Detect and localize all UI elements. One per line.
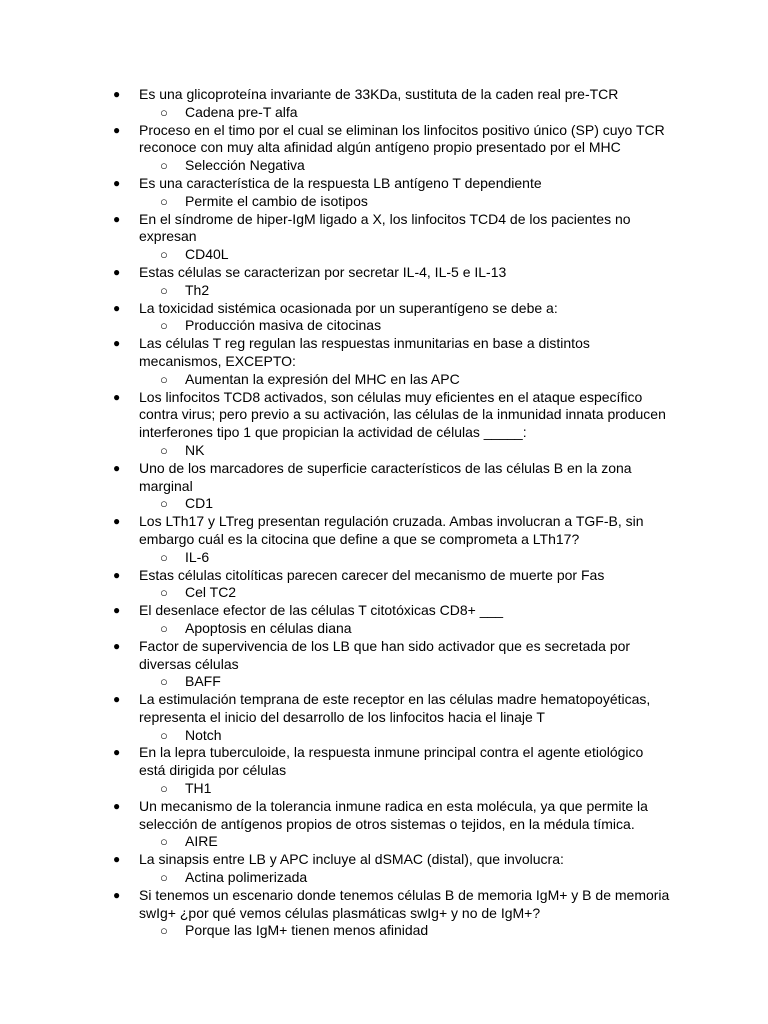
question-7 <box>0 335 768 371</box>
hollow-bullet-icon: ○ <box>160 781 168 797</box>
answer-text: CD1 <box>185 495 214 512</box>
hollow-bullet-icon: ○ <box>160 923 168 939</box>
answer-text: BAFF <box>185 673 221 690</box>
answer-text: Th2 <box>185 281 210 298</box>
answer-16 <box>0 833 768 851</box>
filled-bullet-icon: ● <box>113 798 121 813</box>
filled-bullet-icon: ● <box>113 887 121 902</box>
document-page <box>0 86 768 940</box>
answer-text: Aumentan la expresión del MHC en las APC <box>185 370 460 387</box>
qa-item-14 <box>0 691 768 744</box>
question-text: Estas células citolíticas parecen carecer del mecanismo de muerte por Fas <box>139 566 605 583</box>
filled-bullet-icon: ● <box>113 389 121 404</box>
answer-text: CD40L <box>185 246 229 263</box>
hollow-bullet-icon: ○ <box>160 282 168 298</box>
question-4 <box>0 211 768 247</box>
answer-text: Permite el cambio de isotipos <box>185 192 368 209</box>
question-text: La toxicidad sistémica ocasionada por un superantígeno se debe a: <box>139 299 558 316</box>
question-text: Los LTh17 y LTreg presentan regulación cruzada. Ambas involucran a TGF-B, sin embargo cuál es la citocina que define a que se comprometa a LTh17? <box>139 513 644 547</box>
hollow-bullet-icon: ○ <box>160 104 168 120</box>
answer-5 <box>0 282 768 300</box>
filled-bullet-icon: ● <box>113 638 121 653</box>
filled-bullet-icon: ● <box>113 692 121 707</box>
hollow-bullet-icon: ○ <box>160 870 168 886</box>
question-text: Si tenemos un escenario donde tenemos células B de memoria IgM+ y B de memoria swIg+ ¿por qué vemos células plasmáticas swIg+ y no de IgM+? <box>139 886 670 921</box>
question-2 <box>0 122 768 158</box>
answer-text: Cel TC2 <box>185 584 237 601</box>
filled-bullet-icon: ● <box>113 460 121 475</box>
filled-bullet-icon: ● <box>113 567 121 582</box>
qa-item-1 <box>0 86 768 122</box>
filled-bullet-icon: ● <box>113 211 121 226</box>
answer-text: NK <box>185 441 205 458</box>
answer-17 <box>0 869 768 887</box>
qa-item-3 <box>0 175 768 211</box>
qa-item-17 <box>0 851 768 887</box>
qa-item-5 <box>0 264 768 300</box>
question-13 <box>0 638 768 674</box>
qa-item-2 <box>0 122 768 175</box>
hollow-bullet-icon: ○ <box>160 549 168 565</box>
question-8 <box>0 389 768 442</box>
answer-text: Porque las IgM+ tienen menos afinidad <box>185 922 429 939</box>
answer-4 <box>0 246 768 264</box>
answer-8 <box>0 442 768 460</box>
hollow-bullet-icon: ○ <box>160 193 168 209</box>
question-text: Las células T reg regulan las respuestas inmunitarias en base a distintos mecanismos, EXCEPTO: <box>139 335 590 369</box>
filled-bullet-icon: ● <box>113 300 121 315</box>
answer-text: Actina polimerizada <box>185 869 308 886</box>
hollow-bullet-icon: ○ <box>160 620 168 636</box>
answer-1 <box>0 104 768 122</box>
question-14 <box>0 691 768 727</box>
qa-item-15 <box>0 744 768 797</box>
question-1 <box>0 86 768 104</box>
question-text: La estimulación temprana de este receptor en las células madre hematopoyéticas, representa el inicio del desarrollo de los linfocitos hacia el linaje T <box>139 691 651 725</box>
qa-item-8 <box>0 389 768 460</box>
answer-15 <box>0 780 768 798</box>
qa-item-18 <box>0 887 768 940</box>
answer-text: Notch <box>185 726 222 743</box>
hollow-bullet-icon: ○ <box>160 318 168 334</box>
qa-item-16 <box>0 798 768 851</box>
answer-text: AIRE <box>185 833 218 850</box>
hollow-bullet-icon: ○ <box>160 371 168 387</box>
question-6 <box>0 300 768 318</box>
answer-7 <box>0 371 768 389</box>
filled-bullet-icon: ● <box>113 514 121 529</box>
qa-item-4 <box>0 211 768 264</box>
answer-11 <box>0 584 768 602</box>
question-16 <box>0 798 768 834</box>
answer-text: Apoptosis en células diana <box>185 619 352 636</box>
answer-text: Selección Negativa <box>185 157 305 174</box>
qa-item-6 <box>0 300 768 336</box>
hollow-bullet-icon: ○ <box>160 834 168 850</box>
filled-bullet-icon: ● <box>113 745 121 760</box>
question-text: La sinapsis entre LB y APC incluye al dSMAC (distal), que involucra: <box>139 851 564 868</box>
hollow-bullet-icon: ○ <box>160 442 168 458</box>
question-text: Proceso en el timo por el cual se eliminan los linfocitos positivo único (SP) cuyo TCR reconoce con muy alta afinidad algún antígeno propio presentado por el MHC <box>139 121 665 156</box>
answer-10 <box>0 549 768 567</box>
answer-text: IL-6 <box>185 548 210 565</box>
filled-bullet-icon: ● <box>113 175 121 190</box>
question-text: En el síndrome de hiper-IgM ligado a X, los linfocitos TCD4 de los pacientes no expresan <box>139 210 631 245</box>
hollow-bullet-icon: ○ <box>160 674 168 690</box>
qa-item-11 <box>0 567 768 603</box>
question-text: Es una glicoproteína invariante de 33KDa, sustituta de la caden real pre-TCR <box>139 86 619 102</box>
question-text: Factor de supervivencia de los LB que han sido activador que es secretada por diversas células <box>139 637 631 672</box>
question-text: En la lepra tuberculoide, la respuesta inmune principal contra el agente etiológico está dirigida por células <box>139 744 644 779</box>
question-15 <box>0 744 768 780</box>
filled-bullet-icon: ● <box>113 87 121 101</box>
answer-text: Producción masiva de citocinas <box>185 317 382 334</box>
question-12 <box>0 602 768 620</box>
filled-bullet-icon: ● <box>113 336 121 351</box>
question-text: Estas células se caracterizan por secretar IL-4, IL-5 e IL-13 <box>139 263 507 280</box>
qa-item-7 <box>0 335 768 388</box>
question-11 <box>0 567 768 585</box>
filled-bullet-icon: ● <box>113 852 121 867</box>
question-17 <box>0 851 768 869</box>
qa-item-12 <box>0 602 768 638</box>
question-text: El desenlace efector de las células T citotóxicas CD8+ ___ <box>139 602 504 619</box>
answer-18 <box>0 922 768 940</box>
answer-9 <box>0 495 768 513</box>
hollow-bullet-icon: ○ <box>160 496 168 512</box>
question-text: Los linfocitos TCD8 activados, son células muy eficientes en el ataque específico contra virus; pero previo a su activación, las células de la inmunidad innata producen interferones tipo 1 que propician la actividad de células _____: <box>139 388 666 441</box>
question-text: Un mecanismo de la tolerancia inmune radica en esta molécula, ya que permite la selección de antígenos propios de otros sistemas o tejidos, en la médula tímica. <box>139 797 648 832</box>
hollow-bullet-icon: ○ <box>160 158 168 174</box>
answer-text: TH1 <box>185 780 212 797</box>
filled-bullet-icon: ● <box>113 603 121 618</box>
answer-13 <box>0 673 768 691</box>
hollow-bullet-icon: ○ <box>160 247 168 263</box>
filled-bullet-icon: ● <box>113 264 121 279</box>
question-9 <box>0 460 768 496</box>
qa-item-13 <box>0 638 768 691</box>
question-10 <box>0 513 768 549</box>
question-5 <box>0 264 768 282</box>
qa-item-10 <box>0 513 768 566</box>
answer-6 <box>0 317 768 335</box>
answer-12 <box>0 620 768 638</box>
question-text: Es una característica de la respuesta LB antígeno T dependiente <box>139 174 542 191</box>
answer-text: Cadena pre-T alfa <box>185 103 298 120</box>
answer-14 <box>0 727 768 745</box>
answer-2 <box>0 157 768 175</box>
hollow-bullet-icon: ○ <box>160 727 168 743</box>
filled-bullet-icon: ● <box>113 122 121 137</box>
qa-item-9 <box>0 460 768 513</box>
question-18 <box>0 887 768 923</box>
answer-3 <box>0 193 768 211</box>
hollow-bullet-icon: ○ <box>160 585 168 601</box>
question-3 <box>0 175 768 193</box>
question-text: Uno de los marcadores de superficie característicos de las células B en la zona marginal <box>139 459 632 494</box>
